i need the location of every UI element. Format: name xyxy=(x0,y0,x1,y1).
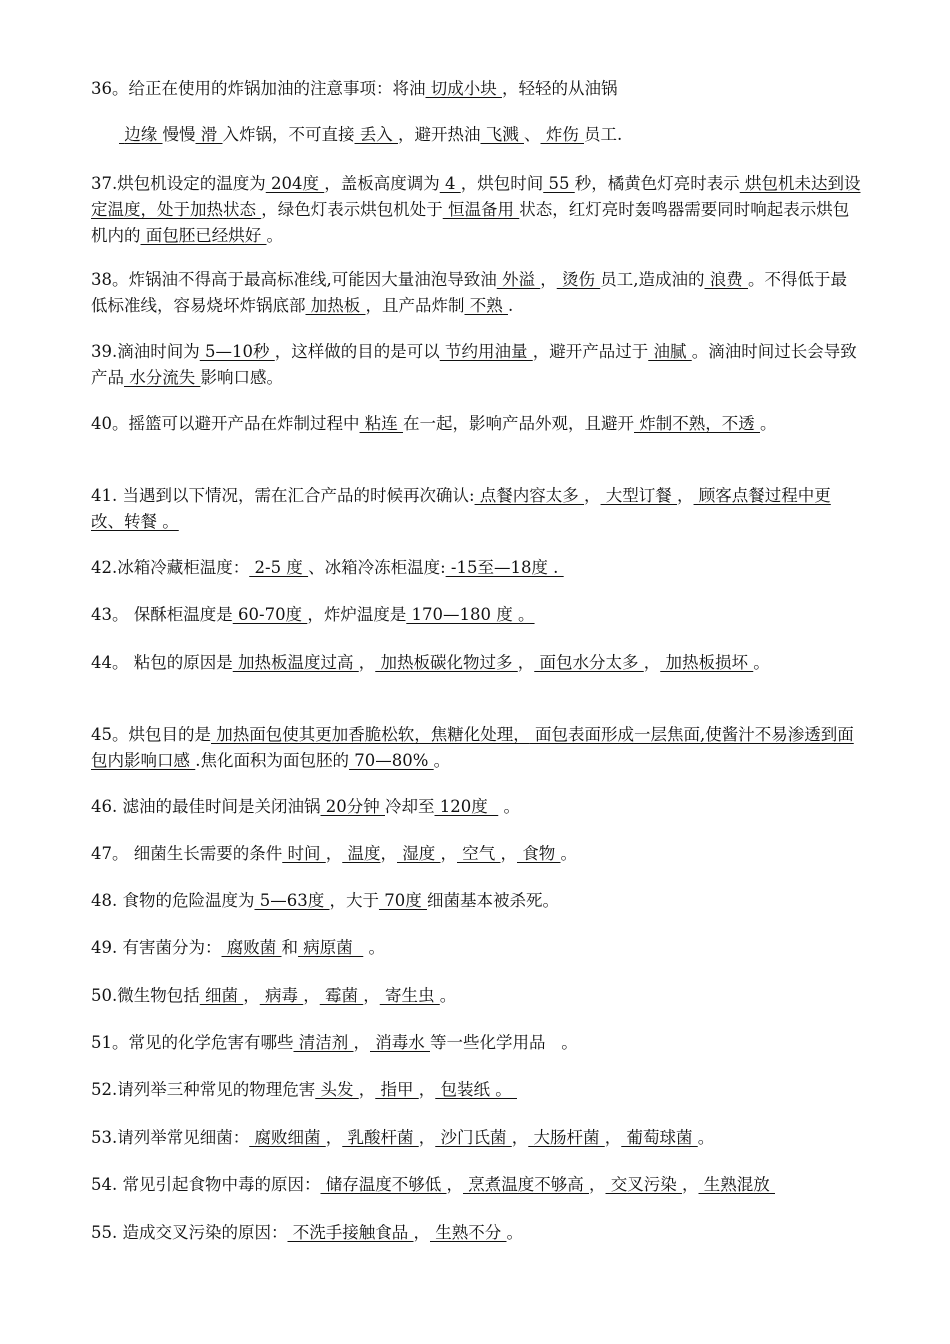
question-39 xyxy=(91,339,861,391)
answer-blank: 丢入 xyxy=(354,125,398,144)
question-50 xyxy=(91,983,861,1009)
question-text: 48. 食物的危险温度为 xyxy=(91,891,255,910)
question-text: 状态，红灯亮时轰鸣器需要同时响起表示烘包机内的 xyxy=(91,200,850,245)
answer-blank: 恒温备用 xyxy=(442,200,520,219)
answer-blank: 加热面包使其更加香脆松软，焦糖化处理， xyxy=(211,725,530,744)
answer-blank: 加热板温度过高 xyxy=(232,653,359,672)
answer-blank: 头发 xyxy=(315,1080,359,1099)
question-text: ， xyxy=(446,1175,463,1194)
question-text: ， xyxy=(380,844,397,863)
question-36-continued xyxy=(91,122,889,148)
question-text: 37.烘包机设定的温度为 xyxy=(91,174,266,193)
answer-blank: 浪费 xyxy=(704,270,748,289)
answer-blank: 大型订餐 xyxy=(600,486,678,505)
answer-blank: 储存温度不够低 xyxy=(320,1175,447,1194)
question-text: 。不得低于最低标准线，容易烧坏炸锅底部 xyxy=(91,270,847,315)
question-text: 和 xyxy=(281,938,298,957)
answer-blank: 消毒水 xyxy=(370,1033,430,1052)
answer-blank: 不熟 xyxy=(464,296,508,315)
answer-blank: 不洗手接触食品 xyxy=(287,1223,414,1242)
question-text: 。 xyxy=(760,414,777,433)
question-text: 入炸锅，不可直接 xyxy=(222,125,355,144)
answer-blank: 粘连 xyxy=(359,414,403,433)
question-text: 43。 保酥柜温度是 xyxy=(91,605,233,624)
question-text: ， xyxy=(511,1128,529,1147)
question-text: ， xyxy=(353,1033,370,1052)
question-45 xyxy=(91,722,861,774)
answer-blank: 炸制不熟，不透 xyxy=(634,414,760,433)
question-text: ， xyxy=(604,1128,622,1147)
question-text: 。 xyxy=(560,844,577,863)
answer-blank: 烘包机未达到设定温度，处于加热状态 xyxy=(91,174,861,219)
question-text: ，这样做的目的是可以 xyxy=(274,342,440,361)
answer-blank: 120度 xyxy=(434,797,499,816)
question-text: 。 xyxy=(753,653,770,672)
question-text: ，绿色灯表示烘包机处于 xyxy=(261,200,443,219)
question-55 xyxy=(91,1220,861,1246)
question-47 xyxy=(91,841,861,867)
question-text: 慢慢 xyxy=(162,125,196,144)
question-text: ， xyxy=(500,844,517,863)
answer-blank: 烹煮温度不够高 xyxy=(463,1175,589,1194)
question-text: 41. 当遇到以下情况，需在汇合产品的时候再次确认: xyxy=(91,486,475,505)
answer-blank: 边缘 xyxy=(119,125,163,144)
answer-blank: 加热板损坏 xyxy=(660,653,754,672)
question-text: . xyxy=(508,296,514,315)
answer-blank: 霉菌 xyxy=(319,986,364,1005)
answer-blank: 滑 xyxy=(195,125,223,144)
question-53 xyxy=(91,1125,861,1151)
question-text: 47。 细菌生长需要的条件 xyxy=(91,844,283,863)
answer-blank: 外溢 xyxy=(496,270,541,289)
question-text: 、 xyxy=(524,125,541,144)
question-text: ，大于 xyxy=(329,891,379,910)
answer-blank: 面包表面形成一层焦面,使酱汁不易渗透到面包内影响口感 xyxy=(91,725,854,770)
question-46 xyxy=(91,794,861,820)
question-38 xyxy=(91,267,861,319)
answer-blank: 湿度 xyxy=(397,844,441,863)
question-text: ， xyxy=(358,1080,376,1099)
question-text: 49. 有害菌分为： xyxy=(91,938,222,957)
answer-blank: 水分流失 xyxy=(124,368,201,387)
question-text: 38。炸锅油不得高于最高标准线,可能因大量油泡导致油 xyxy=(91,270,497,289)
question-text: 。 xyxy=(266,226,283,245)
answer-blank: 包装纸 。 xyxy=(435,1080,517,1099)
answer-blank: 腐败菌 xyxy=(221,938,282,957)
question-text: ，避开热油 xyxy=(398,125,481,144)
question-text: ， xyxy=(325,844,343,863)
question-text: 。 xyxy=(506,1223,523,1242)
question-37 xyxy=(91,171,861,249)
question-text: ， xyxy=(325,1128,343,1147)
question-51 xyxy=(91,1030,861,1056)
question-text: 。滴油时间过长会导致产品 xyxy=(91,342,857,387)
answer-blank: 生熟混放 xyxy=(698,1175,775,1194)
question-text: ， xyxy=(440,844,457,863)
question-text: 员工. xyxy=(584,125,623,144)
answer-blank: 食物 xyxy=(517,844,561,863)
answer-blank: 病毒 xyxy=(259,986,304,1005)
question-text: 54. 常见引起食物中毒的原因： xyxy=(91,1175,321,1194)
answer-blank: 生熟不分 xyxy=(430,1223,507,1242)
question-42 xyxy=(91,555,861,581)
answer-blank: 乳酸杆菌 xyxy=(342,1128,419,1147)
answer-blank: 4 xyxy=(439,174,461,193)
question-text: 44。 粘包的原因是 xyxy=(91,653,233,672)
answer-blank: 点餐内容太多 xyxy=(474,486,585,505)
question-text: ，轻轻的从油锅 xyxy=(502,79,618,98)
answer-blank: 腐败细菌 xyxy=(249,1128,326,1147)
question-text: ，盖板高度调为 xyxy=(324,174,440,193)
question-text: 36。给正在使用的炸锅加油的注意事项：将油 xyxy=(91,79,426,98)
question-text: ， xyxy=(584,486,601,505)
question-49 xyxy=(91,935,861,961)
question-text: 50.微生物包括 xyxy=(91,986,200,1005)
question-text: 。 xyxy=(433,751,451,770)
answer-blank: 油腻 xyxy=(648,342,692,361)
answer-blank: 顾客点餐过程中更改、转餐 。 xyxy=(91,486,831,531)
answer-blank: 指甲 xyxy=(375,1080,419,1099)
answer-blank: 70度 xyxy=(378,891,427,910)
question-text: 53.请列举常见细菌： xyxy=(91,1128,250,1147)
question-text: ， xyxy=(418,1128,436,1147)
answer-blank: 温度 xyxy=(342,844,381,863)
answer-blank: 170—180 度 。 xyxy=(406,605,535,624)
answer-blank: 病原菌 xyxy=(298,938,364,957)
question-text: ， xyxy=(363,986,380,1005)
answer-blank: 70—80% xyxy=(349,751,434,770)
answer-blank: 20分钟 xyxy=(320,797,385,816)
question-text: 细菌基本被杀死。 xyxy=(426,891,559,910)
question-54 xyxy=(91,1172,861,1198)
question-text: 55. 造成交叉污染的原因： xyxy=(91,1223,288,1242)
question-36 xyxy=(91,76,861,102)
answer-blank: 2-5 度 xyxy=(249,558,309,577)
answer-blank: 交叉污染 xyxy=(605,1175,682,1194)
question-text: 39.滴油时间为 xyxy=(91,342,200,361)
question-text: 。 xyxy=(498,797,520,816)
question-text: 秒，橘黄色灯亮时表示 xyxy=(574,174,740,193)
answer-blank: 清洁剂 xyxy=(293,1033,354,1052)
question-text: ， xyxy=(682,1175,699,1194)
question-text: ， xyxy=(303,986,320,1005)
question-text: 在一起，影响产品外观，且避开 xyxy=(403,414,634,433)
question-text: ， xyxy=(540,270,557,289)
question-43 xyxy=(91,602,861,628)
question-text: ， xyxy=(418,1080,436,1099)
question-44 xyxy=(91,650,861,676)
answer-blank: 时间 xyxy=(282,844,326,863)
question-text: 冷却至 xyxy=(385,797,435,816)
answer-blank: 204度 xyxy=(265,174,325,193)
question-text: 40。摇篮可以避开产品在炸制过程中 xyxy=(91,414,360,433)
question-text: ，炸炉温度是 xyxy=(307,605,407,624)
question-text: 51。常见的化学危害有哪些 xyxy=(91,1033,294,1052)
question-text: ， xyxy=(358,653,376,672)
answer-blank: 面包水分太多 xyxy=(534,653,644,672)
question-text: 、冰箱冷冻柜温度: xyxy=(308,558,446,577)
answer-blank: 5—10秒 xyxy=(199,342,275,361)
question-text: 影响口感。 xyxy=(200,368,283,387)
question-text: ， xyxy=(413,1223,430,1242)
question-text: .焦化面积为面包胚的 xyxy=(195,751,349,770)
answer-blank: 加热板碳化物过多 xyxy=(375,653,518,672)
answer-blank: 寄生虫 xyxy=(379,986,440,1005)
answer-blank: 55 xyxy=(543,174,575,193)
answer-blank: -15至—18度 . xyxy=(445,558,564,577)
answer-blank: 面包胚已经烘好 xyxy=(140,226,267,245)
question-40 xyxy=(91,411,861,437)
answer-blank: 60-70度 xyxy=(232,605,308,624)
answer-blank: 烫伤 xyxy=(556,270,601,289)
answer-blank: 炸伤 xyxy=(540,125,584,144)
question-text: 。 xyxy=(697,1128,715,1147)
question-text: 45。烘包目的是 xyxy=(91,725,211,744)
question-text: 52.请列举三种常见的物理危害 xyxy=(91,1080,316,1099)
question-text: 。 xyxy=(439,986,457,1005)
question-text: ， xyxy=(643,653,661,672)
answer-blank: 细菌 xyxy=(199,986,244,1005)
answer-blank: 空气 xyxy=(457,844,501,863)
question-text: 员工,造成油的 xyxy=(600,270,705,289)
question-41 xyxy=(91,483,861,535)
question-48 xyxy=(91,888,861,914)
answer-blank: 5—63度 xyxy=(254,891,330,910)
question-text: ，且产品炸制 xyxy=(365,296,465,315)
answer-blank: 加热板 xyxy=(305,296,366,315)
answer-blank: 节约用油量 xyxy=(439,342,533,361)
question-text: 等一些化学用品 。 xyxy=(430,1033,578,1052)
answer-blank: 切成小块 xyxy=(425,79,502,98)
question-text: 42.冰箱冷藏柜温度： xyxy=(91,558,250,577)
question-52 xyxy=(91,1077,861,1103)
answer-blank: 葡萄球菌 xyxy=(621,1128,698,1147)
answer-blank: 沙门氏菌 xyxy=(435,1128,512,1147)
question-text: ， xyxy=(243,986,260,1005)
question-text: ，避开产品过于 xyxy=(532,342,649,361)
question-text: 。 xyxy=(363,938,385,957)
question-text: ， xyxy=(517,653,535,672)
answer-blank: 大肠杆菌 xyxy=(528,1128,605,1147)
question-text: ， xyxy=(589,1175,606,1194)
answer-blank: 飞溅 xyxy=(480,125,524,144)
question-text: 46. 滤油的最佳时间是关闭油锅 xyxy=(91,797,321,816)
question-text: ，烘包时间 xyxy=(460,174,544,193)
question-text: ， xyxy=(677,486,694,505)
